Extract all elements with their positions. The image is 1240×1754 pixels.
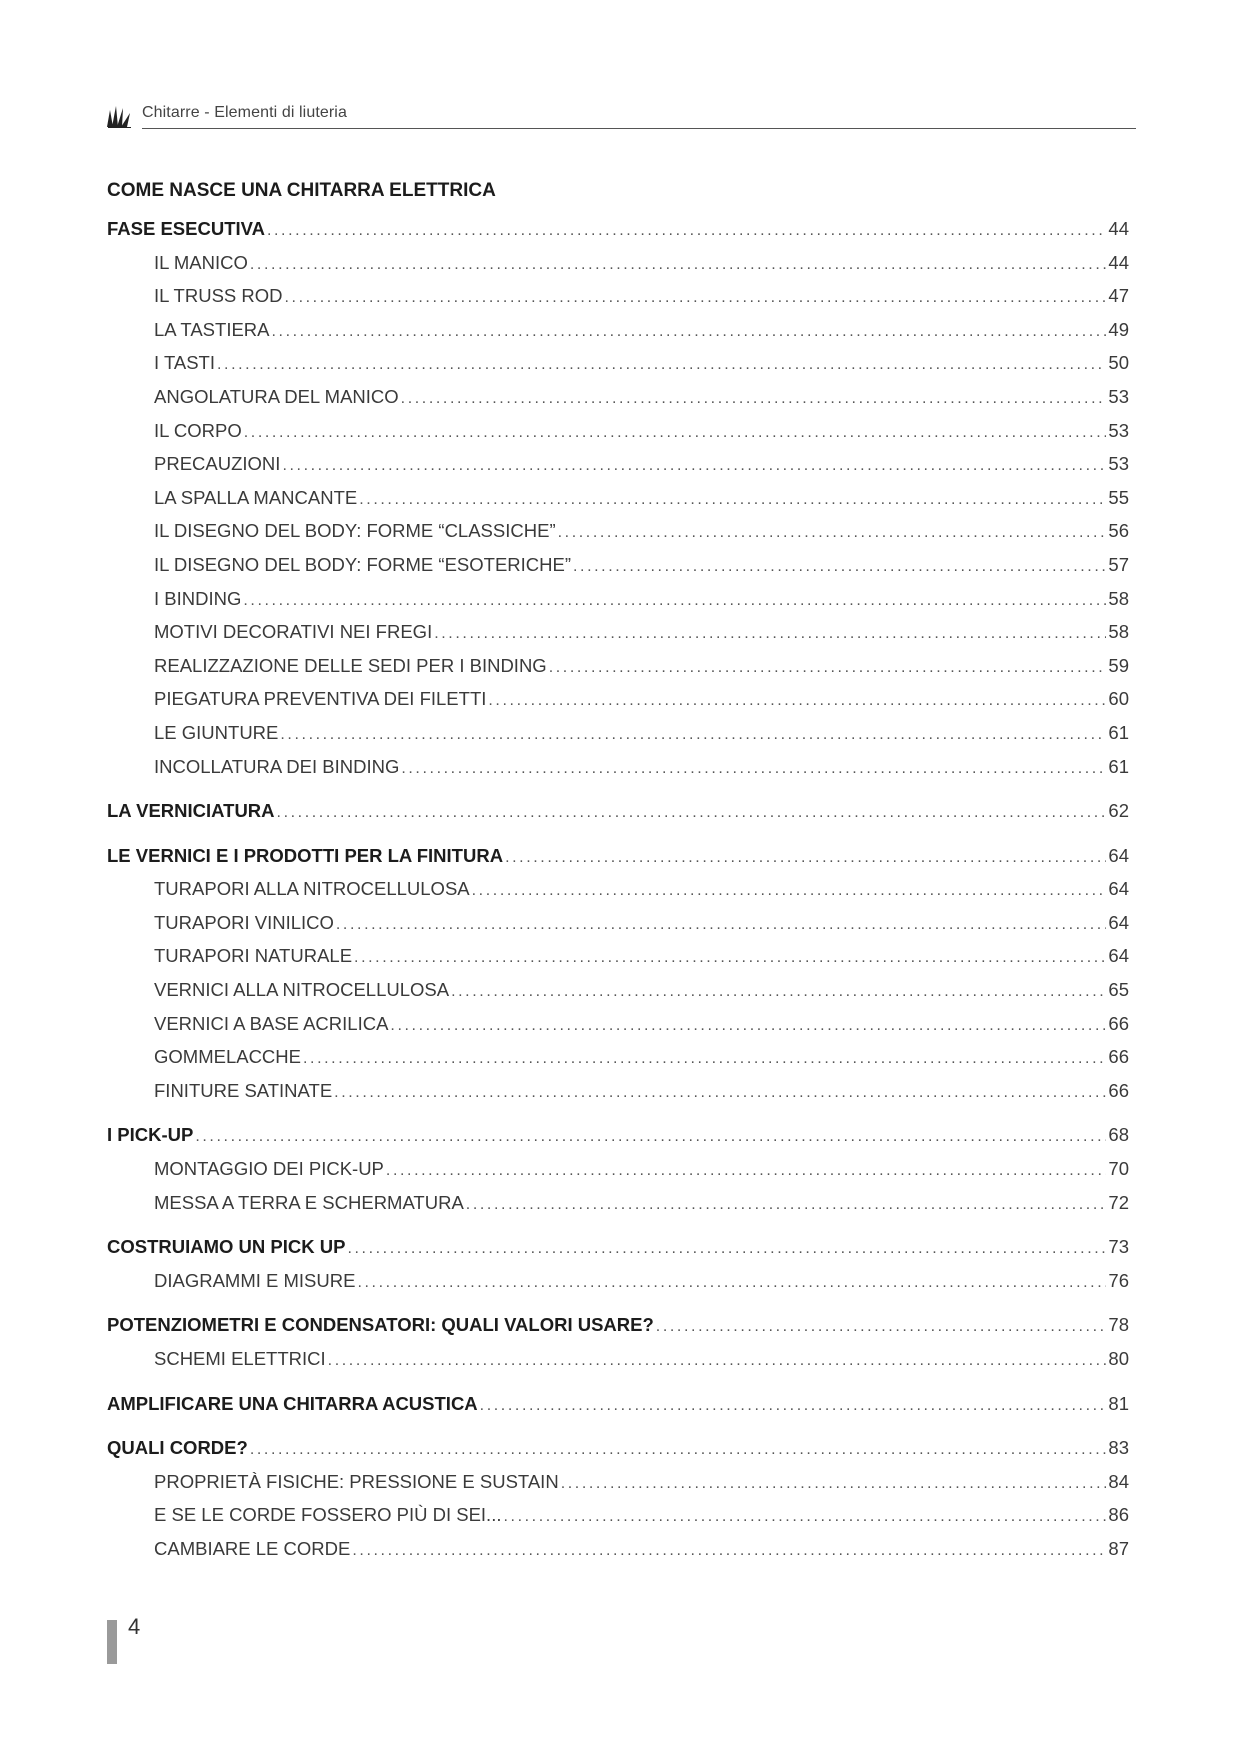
- toc-entry-title: POTENZIOMETRI E CONDENSATORI: QUALI VALORI USARE?: [107, 1314, 654, 1336]
- toc-section-heading: COME NASCE UNA CHITARRA ELETTRICA: [107, 180, 496, 201]
- toc-dot-leader: [561, 1467, 1107, 1501]
- toc-entry-title: DIAGRAMMI E MISURE: [154, 1269, 356, 1291]
- toc-entry-row[interactable]: [107, 872, 1129, 906]
- toc-entry-row[interactable]: [107, 514, 1129, 548]
- toc-dot-leader: [250, 1433, 1107, 1467]
- toc-chapter-row[interactable]: [107, 839, 1129, 873]
- toc-dot-leader: [357, 1266, 1106, 1300]
- leaf-logo-icon: [106, 102, 132, 128]
- toc-page-number: 53: [1108, 419, 1129, 441]
- toc-dot-leader: [243, 584, 1106, 618]
- toc-page-number: 70: [1108, 1158, 1129, 1180]
- toc-entry-row[interactable]: [107, 1264, 1129, 1298]
- header-divider: [142, 128, 1136, 129]
- toc-dot-leader: [328, 1344, 1107, 1378]
- toc-entry-title: COSTRUIAMO UN PICK UP: [107, 1236, 346, 1258]
- toc-dot-leader: [334, 1076, 1106, 1110]
- toc-page-number: 64: [1108, 844, 1129, 866]
- toc-dot-leader: [352, 1534, 1106, 1568]
- toc-entry-row[interactable]: [107, 1465, 1129, 1499]
- toc-entry-title: MONTAGGIO DEI PICK-UP: [154, 1158, 384, 1180]
- toc-chapter-row[interactable]: [107, 1387, 1129, 1421]
- toc-chapter-row[interactable]: [107, 1431, 1129, 1465]
- toc-page-number: 73: [1108, 1236, 1129, 1258]
- toc-dot-leader: [267, 214, 1106, 248]
- toc-entry-row[interactable]: [107, 1498, 1129, 1532]
- toc-dot-leader: [505, 841, 1106, 875]
- toc-page-number: 56: [1108, 520, 1129, 542]
- toc-entry-row[interactable]: [107, 939, 1129, 973]
- toc-dot-leader: [303, 1042, 1106, 1076]
- toc-chapter-row[interactable]: [107, 1230, 1129, 1264]
- toc-entry-title: TURAPORI ALLA NITROCELLULOSA: [154, 878, 470, 900]
- toc-chapter-row[interactable]: [107, 1118, 1129, 1152]
- toc-page-number: 47: [1108, 285, 1129, 307]
- toc-dot-leader: [347, 1232, 1106, 1266]
- toc-page-number: 76: [1108, 1269, 1129, 1291]
- toc-entry-title: PIEGATURA PREVENTIVA DEI FILETTI: [154, 688, 487, 710]
- header-title: Chitarre - Elementi di liuteria: [142, 104, 347, 121]
- toc-page-number: 57: [1108, 553, 1129, 575]
- toc-entry-title: VERNICI ALLA NITROCELLULOSA: [154, 979, 450, 1001]
- toc-entry-title: IL DISEGNO DEL BODY: FORME “CLASSICHE”: [154, 520, 556, 542]
- toc-page-number: 65: [1108, 979, 1129, 1001]
- toc-entry-title: QUALI CORDE?: [107, 1437, 248, 1459]
- toc-dot-leader: [217, 348, 1106, 382]
- toc-entry-title: CAMBIARE LE CORDE: [154, 1537, 351, 1559]
- toc-entry-title: TURAPORI VINILICO: [154, 911, 334, 933]
- toc-entry-row[interactable]: [107, 313, 1129, 347]
- toc-dot-leader: [277, 796, 1107, 830]
- footer-bar: [107, 1620, 117, 1664]
- toc-page-number: 87: [1108, 1537, 1129, 1559]
- toc-entry-row[interactable]: [107, 750, 1129, 784]
- table-of-contents: [107, 212, 1129, 1566]
- toc-entry-row[interactable]: [107, 279, 1129, 313]
- toc-dot-leader: [250, 248, 1107, 282]
- toc-dot-leader: [558, 516, 1107, 550]
- toc-entry-title: GOMMELACCHE: [154, 1046, 301, 1068]
- toc-dot-leader: [244, 416, 1107, 450]
- toc-entry-row[interactable]: [107, 414, 1129, 448]
- toc-dot-leader: [280, 718, 1106, 752]
- toc-entry-row[interactable]: [107, 716, 1129, 750]
- toc-entry-title: LA VERNICIATURA: [107, 800, 275, 822]
- toc-entry-row[interactable]: [107, 615, 1129, 649]
- toc-page-number: 59: [1108, 654, 1129, 676]
- toc-entry-row[interactable]: [107, 973, 1129, 1007]
- toc-dot-leader: [480, 1389, 1107, 1423]
- toc-entry-row[interactable]: [107, 380, 1129, 414]
- toc-page-number: 84: [1108, 1470, 1129, 1492]
- toc-entry-row[interactable]: [107, 906, 1129, 940]
- toc-dot-leader: [272, 315, 1107, 349]
- toc-dot-leader: [282, 449, 1106, 483]
- toc-entry-row[interactable]: [107, 548, 1129, 582]
- toc-page-number: 78: [1108, 1314, 1129, 1336]
- toc-page-number: 68: [1108, 1124, 1129, 1146]
- toc-page-number: 62: [1108, 800, 1129, 822]
- toc-page-number: 60: [1108, 688, 1129, 710]
- toc-dot-leader: [390, 1009, 1106, 1043]
- toc-entry-title: LA TASTIERA: [154, 318, 270, 340]
- toc-dot-leader: [285, 281, 1107, 315]
- toc-entry-title: IL MANICO: [154, 251, 248, 273]
- toc-entry-title: FASE ESECUTIVA: [107, 218, 265, 239]
- toc-entry-title: AMPLIFICARE UNA CHITARRA ACUSTICA: [107, 1392, 478, 1414]
- toc-entry-title: MESSA A TERRA E SCHERMATURA: [154, 1191, 464, 1213]
- toc-page-number: 44: [1108, 251, 1129, 273]
- toc-page-number: 66: [1108, 1046, 1129, 1068]
- toc-page-number: 61: [1108, 755, 1129, 777]
- toc-dot-leader: [549, 651, 1107, 685]
- toc-page-number: 83: [1108, 1437, 1129, 1459]
- toc-page-number: 61: [1108, 721, 1129, 743]
- toc-entry-title: PRECAUZIONI: [154, 453, 281, 475]
- toc-entry-title: I BINDING: [154, 587, 242, 609]
- toc-entry-row[interactable]: [107, 1152, 1129, 1186]
- toc-entry-row[interactable]: [107, 582, 1129, 616]
- toc-page-number: 58: [1108, 621, 1129, 643]
- toc-dot-leader: [354, 941, 1106, 975]
- toc-page-number: 49: [1108, 318, 1129, 340]
- toc-page-number: 64: [1108, 878, 1129, 900]
- toc-entry-row[interactable]: [107, 1007, 1129, 1041]
- toc-dot-leader: [488, 684, 1106, 718]
- toc-page-number: 66: [1108, 1012, 1129, 1034]
- toc-entry-title: LE VERNICI E I PRODOTTI PER LA FINITURA: [107, 844, 504, 866]
- toc-entry-title: IL CORPO: [154, 419, 242, 441]
- toc-entry-row[interactable]: [107, 649, 1129, 683]
- toc-entry-row[interactable]: [107, 682, 1129, 716]
- toc-page-number: 66: [1108, 1079, 1129, 1101]
- toc-entry-title: PROPRIETÀ FISICHE: PRESSIONE E SUSTAIN: [154, 1470, 559, 1492]
- running-header: [106, 100, 1136, 132]
- toc-entry-title: LA SPALLA MANCANTE: [154, 486, 358, 508]
- toc-entry-row[interactable]: [107, 1342, 1129, 1376]
- toc-entry-row[interactable]: [107, 346, 1129, 380]
- toc-entry-title: I PICK-UP: [107, 1124, 194, 1146]
- toc-chapter-row[interactable]: [107, 1308, 1129, 1342]
- toc-page-number: 55: [1108, 486, 1129, 508]
- toc-dot-leader: [401, 752, 1106, 786]
- toc-chapter-row[interactable]: [107, 794, 1129, 828]
- toc-chapter-row[interactable]: [107, 212, 1129, 246]
- toc-entry-title: I TASTI: [154, 352, 215, 374]
- toc-dot-leader: [573, 550, 1106, 584]
- toc-entry-title: TURAPORI NATURALE: [154, 945, 353, 967]
- page-number: 4: [128, 1614, 141, 1639]
- toc-page-number: 53: [1108, 385, 1129, 407]
- toc-dot-leader: [451, 975, 1106, 1009]
- toc-entry-row[interactable]: [107, 481, 1129, 515]
- toc-dot-leader: [466, 1188, 1107, 1222]
- toc-page-number: 86: [1108, 1504, 1129, 1526]
- toc-entry-title: VERNICI A BASE ACRILICA: [154, 1012, 389, 1034]
- toc-entry-title: ANGOLATURA DEL MANICO: [154, 385, 399, 407]
- toc-page-number: 50: [1108, 352, 1129, 374]
- toc-dot-leader: [336, 908, 1107, 942]
- toc-entry-row[interactable]: [107, 1532, 1129, 1566]
- toc-entry-row[interactable]: [107, 1074, 1129, 1108]
- toc-entry-title: IL TRUSS ROD: [154, 285, 283, 307]
- toc-page-number: 44: [1108, 218, 1129, 239]
- toc-entry-title: SCHEMI ELETTRICI: [154, 1348, 326, 1369]
- toc-entry-title: MOTIVI DECORATIVI NEI FREGI: [154, 621, 433, 643]
- toc-entry-title: FINITURE SATINATE: [154, 1079, 333, 1101]
- toc-entry-title: INCOLLATURA DEI BINDING: [154, 755, 400, 777]
- toc-entry-title: IL DISEGNO DEL BODY: FORME “ESOTERICHE”: [154, 553, 571, 575]
- toc-page-number: 80: [1108, 1348, 1129, 1369]
- toc-entry-row[interactable]: [107, 447, 1129, 481]
- toc-entry-title: REALIZZAZIONE DELLE SEDI PER I BINDING: [154, 654, 547, 676]
- toc-dot-leader: [503, 1500, 1106, 1534]
- toc-page-number: 81: [1108, 1392, 1129, 1414]
- toc-dot-leader: [386, 1154, 1107, 1188]
- toc-entry-title: LE GIUNTURE: [154, 721, 279, 743]
- toc-entry-row[interactable]: [107, 1040, 1129, 1074]
- toc-dot-leader: [656, 1310, 1107, 1344]
- toc-dot-leader: [401, 382, 1107, 416]
- toc-dot-leader: [472, 874, 1107, 908]
- toc-page-number: 53: [1108, 453, 1129, 475]
- toc-entry-row[interactable]: [107, 1186, 1129, 1220]
- toc-page-number: 64: [1108, 945, 1129, 967]
- toc-entry-row[interactable]: [107, 246, 1129, 280]
- toc-page-number: 72: [1108, 1191, 1129, 1213]
- toc-entry-title: E SE LE CORDE FOSSERO PIÙ DI SEI...: [154, 1504, 502, 1526]
- toc-dot-leader: [359, 483, 1106, 517]
- toc-dot-leader: [195, 1120, 1106, 1154]
- toc-page-number: 64: [1108, 911, 1129, 933]
- toc-dot-leader: [434, 617, 1106, 651]
- toc-page-number: 58: [1108, 587, 1129, 609]
